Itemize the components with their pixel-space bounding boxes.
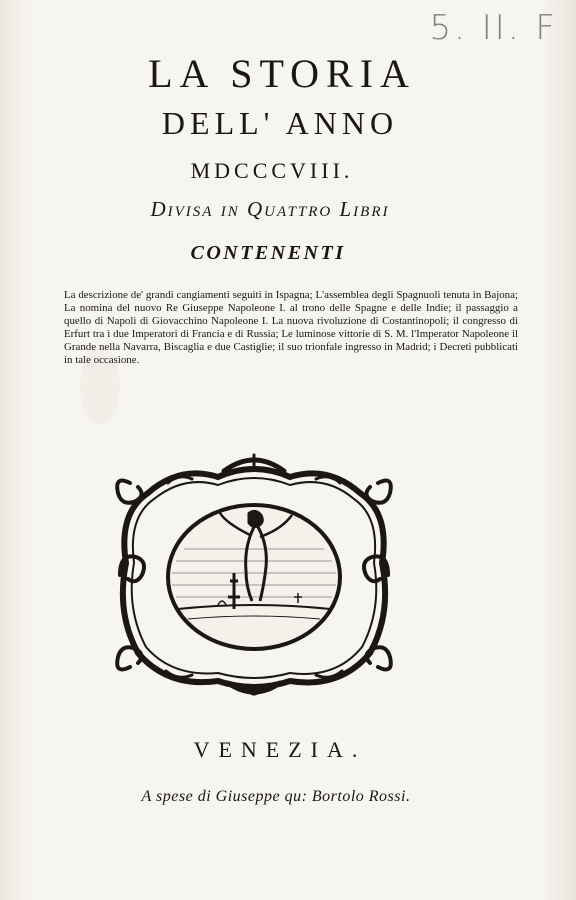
subtitle-divisa: Divisa in Quattro Libri <box>150 197 390 221</box>
imprint-city: VENEZIA. <box>193 737 367 762</box>
imprint-publisher: A spese di Giuseppe qu: Bortolo Rossi. <box>141 788 411 805</box>
subtitle-contenenti: CONTENENTI <box>190 242 346 264</box>
shelfmark-annotation: 5. II. F <box>429 8 558 48</box>
title-year: MDCCCVIII. <box>190 158 354 183</box>
contents-summary: La descrizione de' grandi cangiamenti seguiti in Ispagna; L'assemblea degli Spagnuoli tenuta in Bajona; La nomina del nuovo Re Giuseppe Napoleone I. al trono delle Spagne e delle Indie; il passaggio a quello di Napoli di Giovacchino Napoleone I. La nuova rivoluzione di Costantinopoli; il congresso di Erfurt tra i due Imperatori di Francia e di Russia; Le luminose vittorie di S. M. l'Imperator Napoleone il Grande nella Navarra, Biscaglia e due Castiglie; il suo trionfale ingresso in Madrid; i Decreti pubblicati in tale occasione. <box>64 289 518 367</box>
title-line-1: LA STORIA <box>148 51 416 96</box>
printer-device-vignette <box>108 453 400 697</box>
title-line-2: DELL' ANNO <box>161 105 399 141</box>
